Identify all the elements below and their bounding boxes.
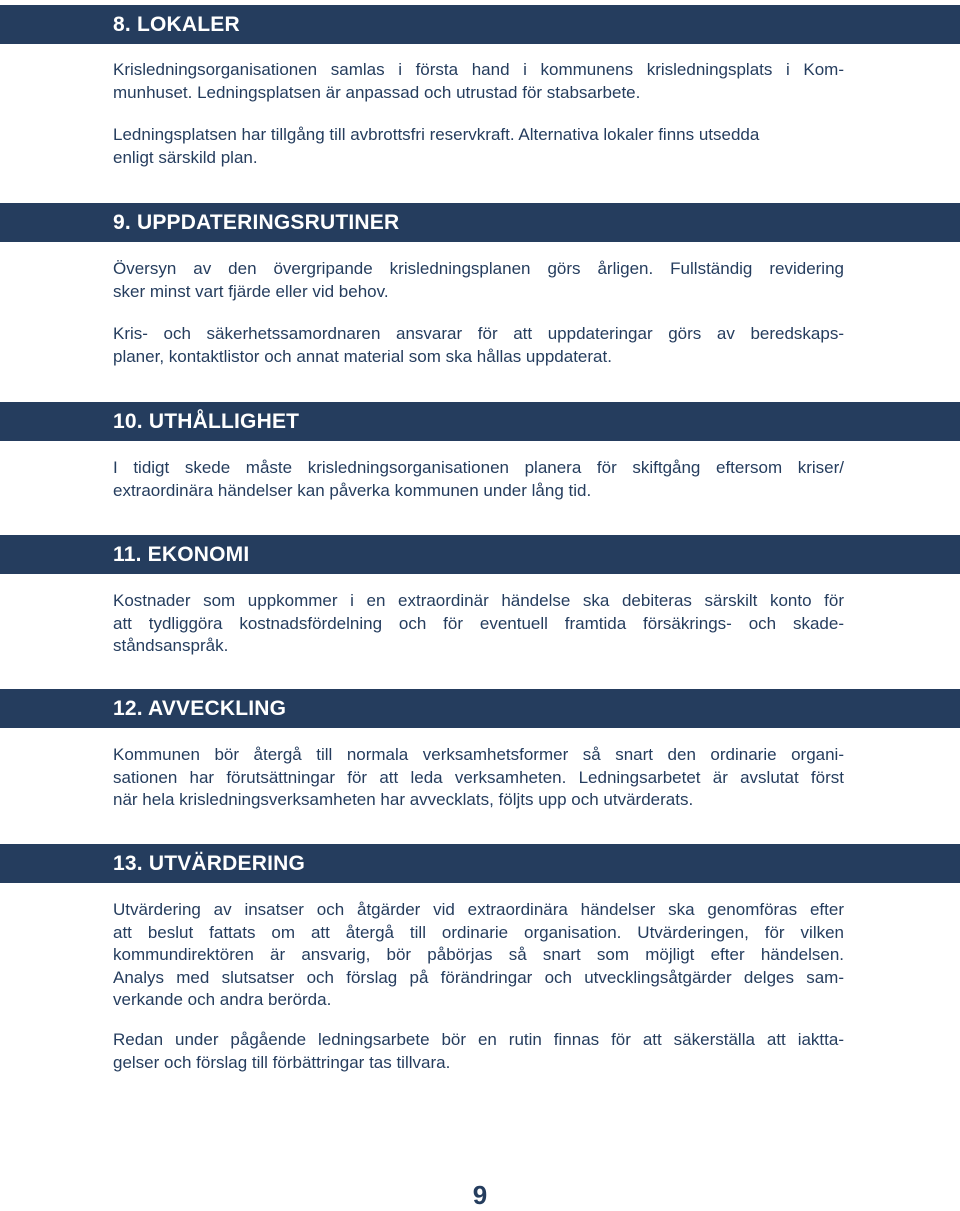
paragraph [113, 124, 844, 169]
text-line: Kommunen bör återgå till normala verksamhetsformer så snart den ordinarie organi- [113, 745, 844, 764]
paragraph [113, 899, 844, 1012]
section-title: 8. LOKALER [113, 13, 240, 36]
paragraph [113, 457, 844, 502]
text-line: Redan under pågående ledningsarbete bör en rutin finnas för att säkerställa att iaktta- [113, 1030, 844, 1049]
section-header-uppdateringsrutiner [0, 203, 960, 242]
section-title: 13. UTVÄRDERING [113, 852, 306, 875]
text-line: Utvärdering av insatser och åtgärder vid extraordinära händelser ska genomföras efter [113, 900, 844, 919]
text-line: kommundirektören är ansvarig, bör påbörjas så snart som möjligt efter händelsen. [113, 945, 844, 964]
section-title: 12. AVVECKLING [113, 697, 287, 720]
text-line: Kostnader som uppkommer i en extraordinär händelse ska debiteras särskilt konto för [113, 591, 844, 610]
text-line: verkande och andra berörda. [113, 990, 332, 1009]
text-line: att beslut fattats om att återgå till ordinarie organisation. Utvärderingen, för vilken [113, 922, 844, 942]
paragraph [113, 744, 844, 812]
text-line: gelser och förslag till förbättringar tas tillvara. [113, 1052, 451, 1072]
text-line: när hela krisledningsverksamheten har avvecklats, följts upp och utvärderats. [113, 790, 694, 809]
text-line: extraordinära händelser kan påverka kommunen under lång tid. [113, 480, 592, 500]
text-line: Kris- och säkerhetssamordnaren ansvarar för att uppdateringar görs av beredskaps- [113, 324, 844, 343]
section-header-uthallighet [0, 402, 960, 441]
section-header-lokaler [0, 5, 960, 44]
text-line: planer, kontaktlistor och annat material som ska hållas uppdaterat. [113, 346, 612, 366]
text-line: I tidigt skede måste krisledningsorganisationen planera för skiftgång eftersom kriser/ [113, 458, 844, 477]
text-line: att tydliggöra kostnadsfördelning och för eventuell framtida försäkrings- och skade- [113, 613, 844, 633]
text-line: ståndsanspråk. [113, 636, 229, 655]
text-line: Översyn av den övergripande krisledningsplanen görs årligen. Fullständig revidering [113, 259, 844, 278]
text-line: Analys med slutsatser och förslag på förändringar och utvecklingsåtgärder delges sam- [113, 967, 844, 987]
text-line: munhuset. Ledningsplatsen är anpassad och utrustad för stabsarbete. [113, 82, 641, 102]
section-header-utvardering [0, 844, 960, 883]
paragraph [113, 590, 844, 658]
paragraph [113, 258, 844, 303]
section-title: 9. UPPDATERINGSRUTINER [113, 211, 400, 234]
section-header-avveckling [0, 689, 960, 728]
text-line: enligt särskild plan. [113, 147, 258, 167]
section-title: 10. UTHÅLLIGHET [113, 410, 300, 433]
paragraph [113, 323, 844, 368]
section-title: 11. EKONOMI [113, 543, 250, 566]
paragraph [113, 1029, 844, 1074]
paragraph [113, 59, 844, 104]
page-number: 9 [472, 1180, 488, 1210]
text-line: sationen har förutsättningar för att leda verksamheten. Ledningsarbetet är avslutat först [113, 767, 844, 787]
text-line: sker minst vart fjärde eller vid behov. [113, 281, 389, 301]
text-line: Krisledningsorganisationen samlas i första hand i kommunens krisledningsplats i Kom- [113, 60, 844, 79]
section-header-ekonomi [0, 535, 960, 574]
text-line: Ledningsplatsen har tillgång till avbrottsfri reservkraft. Alternativa lokaler finns utsedda [113, 125, 760, 144]
